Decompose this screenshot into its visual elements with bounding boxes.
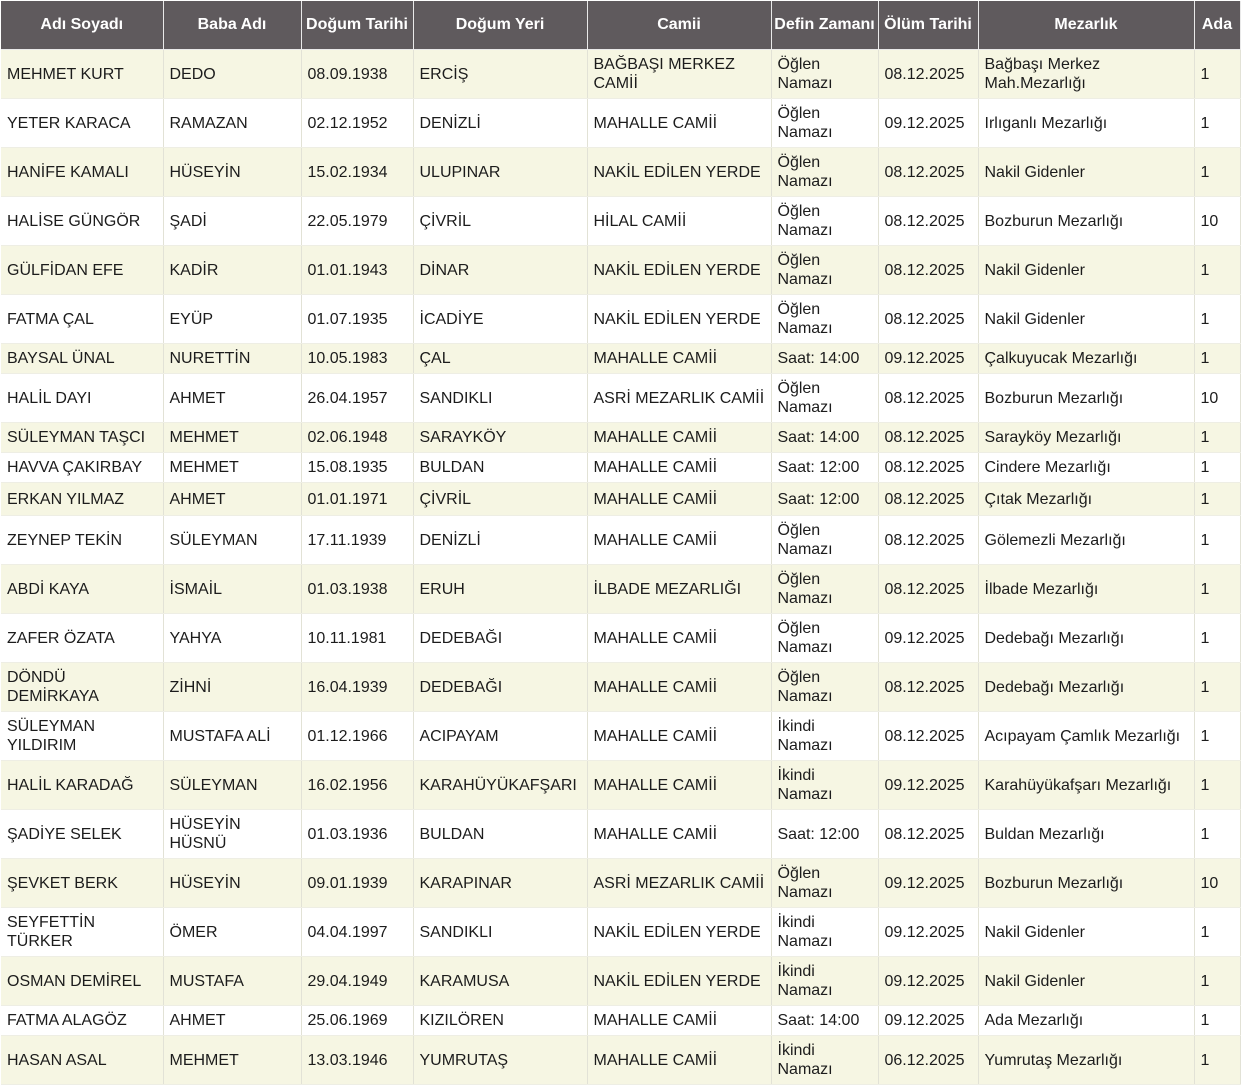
cell-father: MUSTAFA ALİ bbox=[163, 712, 301, 761]
cell-father: AHMET bbox=[163, 483, 301, 516]
cell-birth-place: DENİZLİ bbox=[413, 516, 587, 565]
cell-block: 10 bbox=[1194, 859, 1240, 908]
cell-father: AHMET bbox=[163, 1006, 301, 1036]
cell-father: SÜLEYMAN bbox=[163, 761, 301, 810]
cell-name: HALİSE GÜNGÖR bbox=[1, 197, 163, 246]
cell-death-date: 09.12.2025 bbox=[878, 859, 978, 908]
cell-name: ABDİ KAYA bbox=[1, 565, 163, 614]
cell-birth-place: YUMRUTAŞ bbox=[413, 1036, 587, 1085]
column-header-birth-place[interactable]: Doğum Yeri bbox=[413, 1, 587, 50]
cell-father: EYÜP bbox=[163, 295, 301, 344]
cell-name: ERKAN YILMAZ bbox=[1, 483, 163, 516]
cell-birth-place: ÇİVRİL bbox=[413, 197, 587, 246]
cell-mosque: MAHALLE CAMİİ bbox=[587, 344, 771, 374]
cell-block: 1 bbox=[1194, 246, 1240, 295]
cell-burial-time: Saat: 12:00 bbox=[771, 453, 878, 483]
cell-burial-time: Öğlen Namazı bbox=[771, 246, 878, 295]
cell-cemetery: Sarayköy Mezarlığı bbox=[978, 423, 1194, 453]
cell-birth-date: 13.03.1946 bbox=[301, 1036, 413, 1085]
column-header-father[interactable]: Baba Adı bbox=[163, 1, 301, 50]
table-row bbox=[1, 295, 1240, 344]
cell-mosque: BAĞBAŞI MERKEZ CAMİİ bbox=[587, 50, 771, 99]
column-header-block[interactable]: Ada bbox=[1194, 1, 1240, 50]
cell-name: HANİFE KAMALI bbox=[1, 148, 163, 197]
column-header-mosque[interactable]: Camii bbox=[587, 1, 771, 50]
cell-birth-date: 15.02.1934 bbox=[301, 148, 413, 197]
cell-cemetery: Irlıganlı Mezarlığı bbox=[978, 99, 1194, 148]
table-row bbox=[1, 483, 1240, 516]
table-row bbox=[1, 50, 1240, 99]
cell-birth-place: ERCİŞ bbox=[413, 50, 587, 99]
cell-death-date: 08.12.2025 bbox=[878, 663, 978, 712]
cell-name: FATMA ÇAL bbox=[1, 295, 163, 344]
cell-birth-date: 08.09.1938 bbox=[301, 50, 413, 99]
cell-death-date: 08.12.2025 bbox=[878, 483, 978, 516]
cell-cemetery: İlbade Mezarlığı bbox=[978, 565, 1194, 614]
cell-name: HALİL DAYI bbox=[1, 374, 163, 423]
cell-name: HASAN ASAL bbox=[1, 1036, 163, 1085]
table-row bbox=[1, 374, 1240, 423]
table-row bbox=[1, 565, 1240, 614]
cell-name: BAYSAL ÜNAL bbox=[1, 344, 163, 374]
cell-burial-time: Saat: 14:00 bbox=[771, 1006, 878, 1036]
cell-birth-place: SANDIKLI bbox=[413, 908, 587, 957]
cell-burial-time: Saat: 12:00 bbox=[771, 810, 878, 859]
cell-father: SÜLEYMAN bbox=[163, 516, 301, 565]
cell-birth-date: 16.02.1956 bbox=[301, 761, 413, 810]
cell-name: MEHMET KURT bbox=[1, 50, 163, 99]
cell-mosque: NAKİL EDİLEN YERDE bbox=[587, 908, 771, 957]
cell-mosque: MAHALLE CAMİİ bbox=[587, 712, 771, 761]
cell-burial-time: Öğlen Namazı bbox=[771, 859, 878, 908]
column-header-burial-time[interactable]: Defin Zamanı bbox=[771, 1, 878, 50]
cell-father: HÜSEYİN bbox=[163, 148, 301, 197]
table-row bbox=[1, 1036, 1240, 1085]
cell-father: İSMAİL bbox=[163, 565, 301, 614]
cell-burial-time: Öğlen Namazı bbox=[771, 516, 878, 565]
cell-burial-time: Öğlen Namazı bbox=[771, 148, 878, 197]
cell-cemetery: Bağbaşı Merkez Mah.Mezarlığı bbox=[978, 50, 1194, 99]
cell-father: DEDO bbox=[163, 50, 301, 99]
cell-birth-place: DEDEBAĞI bbox=[413, 663, 587, 712]
cell-name: GÜLFİDAN EFE bbox=[1, 246, 163, 295]
cell-death-date: 09.12.2025 bbox=[878, 614, 978, 663]
cell-mosque: MAHALLE CAMİİ bbox=[587, 810, 771, 859]
table-row bbox=[1, 197, 1240, 246]
cell-name: ŞADİYE SELEK bbox=[1, 810, 163, 859]
cell-father: HÜSEYİN HÜSNÜ bbox=[163, 810, 301, 859]
cell-birth-place: BULDAN bbox=[413, 810, 587, 859]
cell-death-date: 06.12.2025 bbox=[878, 1036, 978, 1085]
cell-father: RAMAZAN bbox=[163, 99, 301, 148]
cell-birth-date: 17.11.1939 bbox=[301, 516, 413, 565]
table-row bbox=[1, 908, 1240, 957]
cell-block: 1 bbox=[1194, 712, 1240, 761]
cell-birth-date: 01.12.1966 bbox=[301, 712, 413, 761]
column-header-name[interactable]: Adı Soyadı bbox=[1, 1, 163, 50]
cell-name: YETER KARACA bbox=[1, 99, 163, 148]
cell-burial-time: Öğlen Namazı bbox=[771, 614, 878, 663]
cell-birth-place: ERUH bbox=[413, 565, 587, 614]
cell-mosque: MAHALLE CAMİİ bbox=[587, 423, 771, 453]
cell-block: 1 bbox=[1194, 810, 1240, 859]
cell-mosque: NAKİL EDİLEN YERDE bbox=[587, 148, 771, 197]
cell-birth-date: 01.01.1943 bbox=[301, 246, 413, 295]
cell-burial-time: İkindi Namazı bbox=[771, 957, 878, 1006]
cell-block: 1 bbox=[1194, 344, 1240, 374]
cell-mosque: MAHALLE CAMİİ bbox=[587, 516, 771, 565]
cell-burial-time: Öğlen Namazı bbox=[771, 565, 878, 614]
cell-cemetery: Nakil Gidenler bbox=[978, 957, 1194, 1006]
cell-birth-date: 09.01.1939 bbox=[301, 859, 413, 908]
cell-block: 1 bbox=[1194, 99, 1240, 148]
cell-burial-time: İkindi Namazı bbox=[771, 712, 878, 761]
table-row bbox=[1, 246, 1240, 295]
cell-block: 1 bbox=[1194, 423, 1240, 453]
cell-name: FATMA ALAGÖZ bbox=[1, 1006, 163, 1036]
cell-mosque: MAHALLE CAMİİ bbox=[587, 761, 771, 810]
cell-name: OSMAN DEMİREL bbox=[1, 957, 163, 1006]
cell-mosque: İLBADE MEZARLIĞI bbox=[587, 565, 771, 614]
cell-birth-date: 01.03.1938 bbox=[301, 565, 413, 614]
cell-birth-date: 10.05.1983 bbox=[301, 344, 413, 374]
cell-name: SÜLEYMAN YILDIRIM bbox=[1, 712, 163, 761]
cell-death-date: 09.12.2025 bbox=[878, 1006, 978, 1036]
cell-death-date: 08.12.2025 bbox=[878, 197, 978, 246]
cell-name: ŞEVKET BERK bbox=[1, 859, 163, 908]
cell-block: 1 bbox=[1194, 453, 1240, 483]
column-header-death-date[interactable]: Ölüm Tarihi bbox=[878, 1, 978, 50]
cell-father: MEHMET bbox=[163, 423, 301, 453]
table-row bbox=[1, 810, 1240, 859]
cell-birth-place: BULDAN bbox=[413, 453, 587, 483]
cell-name: HALİL KARADAĞ bbox=[1, 761, 163, 810]
table-row bbox=[1, 614, 1240, 663]
cell-mosque: NAKİL EDİLEN YERDE bbox=[587, 957, 771, 1006]
cell-birth-date: 04.04.1997 bbox=[301, 908, 413, 957]
cell-block: 1 bbox=[1194, 565, 1240, 614]
cell-mosque: NAKİL EDİLEN YERDE bbox=[587, 246, 771, 295]
cell-cemetery: Acıpayam Çamlık Mezarlığı bbox=[978, 712, 1194, 761]
cell-birth-place: SANDIKLI bbox=[413, 374, 587, 423]
cell-birth-date: 26.04.1957 bbox=[301, 374, 413, 423]
cell-death-date: 08.12.2025 bbox=[878, 453, 978, 483]
cell-burial-time: Saat: 12:00 bbox=[771, 483, 878, 516]
table-row bbox=[1, 423, 1240, 453]
cell-birth-date: 02.12.1952 bbox=[301, 99, 413, 148]
cell-mosque: HİLAL CAMİİ bbox=[587, 197, 771, 246]
cell-death-date: 09.12.2025 bbox=[878, 908, 978, 957]
cell-birth-place: KARAHÜYÜKAFŞARI bbox=[413, 761, 587, 810]
cell-father: HÜSEYİN bbox=[163, 859, 301, 908]
cell-mosque: MAHALLE CAMİİ bbox=[587, 1006, 771, 1036]
cell-birth-place: ACIPAYAM bbox=[413, 712, 587, 761]
cell-name: ZAFER ÖZATA bbox=[1, 614, 163, 663]
cell-cemetery: Nakil Gidenler bbox=[978, 246, 1194, 295]
cell-block: 1 bbox=[1194, 483, 1240, 516]
cell-death-date: 08.12.2025 bbox=[878, 50, 978, 99]
cell-death-date: 08.12.2025 bbox=[878, 246, 978, 295]
cell-death-date: 08.12.2025 bbox=[878, 423, 978, 453]
table-body bbox=[1, 50, 1240, 1085]
cell-birth-date: 02.06.1948 bbox=[301, 423, 413, 453]
cell-mosque: MAHALLE CAMİİ bbox=[587, 483, 771, 516]
cell-cemetery: Nakil Gidenler bbox=[978, 295, 1194, 344]
cell-burial-time: Öğlen Namazı bbox=[771, 50, 878, 99]
cell-death-date: 08.12.2025 bbox=[878, 295, 978, 344]
cell-father: ŞADİ bbox=[163, 197, 301, 246]
cell-mosque: MAHALLE CAMİİ bbox=[587, 1036, 771, 1085]
cell-father: KADİR bbox=[163, 246, 301, 295]
cell-cemetery: Ada Mezarlığı bbox=[978, 1006, 1194, 1036]
cell-cemetery: Buldan Mezarlığı bbox=[978, 810, 1194, 859]
cell-name: DÖNDÜ DEMİRKAYA bbox=[1, 663, 163, 712]
table-row bbox=[1, 712, 1240, 761]
cell-cemetery: Cindere Mezarlığı bbox=[978, 453, 1194, 483]
cell-block: 1 bbox=[1194, 761, 1240, 810]
cell-cemetery: Dedebağı Mezarlığı bbox=[978, 663, 1194, 712]
cell-birth-place: KARAMUSA bbox=[413, 957, 587, 1006]
cell-father: ÖMER bbox=[163, 908, 301, 957]
cell-mosque: MAHALLE CAMİİ bbox=[587, 614, 771, 663]
cell-death-date: 08.12.2025 bbox=[878, 565, 978, 614]
cell-cemetery: Nakil Gidenler bbox=[978, 148, 1194, 197]
cell-father: YAHYA bbox=[163, 614, 301, 663]
cell-father: ZİHNİ bbox=[163, 663, 301, 712]
cell-death-date: 08.12.2025 bbox=[878, 374, 978, 423]
cell-birth-place: ULUPINAR bbox=[413, 148, 587, 197]
cell-mosque: MAHALLE CAMİİ bbox=[587, 663, 771, 712]
cell-mosque: NAKİL EDİLEN YERDE bbox=[587, 295, 771, 344]
cell-mosque: ASRİ MEZARLIK CAMİİ bbox=[587, 859, 771, 908]
table-row bbox=[1, 99, 1240, 148]
cell-birth-date: 01.07.1935 bbox=[301, 295, 413, 344]
cell-death-date: 09.12.2025 bbox=[878, 957, 978, 1006]
table-row bbox=[1, 1006, 1240, 1036]
cell-birth-place: KIZILÖREN bbox=[413, 1006, 587, 1036]
cell-father: NURETTİN bbox=[163, 344, 301, 374]
cell-mosque: MAHALLE CAMİİ bbox=[587, 453, 771, 483]
cell-mosque: ASRİ MEZARLIK CAMİİ bbox=[587, 374, 771, 423]
cell-father: MUSTAFA bbox=[163, 957, 301, 1006]
cell-burial-time: Öğlen Namazı bbox=[771, 374, 878, 423]
cell-father: MEHMET bbox=[163, 453, 301, 483]
cell-block: 10 bbox=[1194, 197, 1240, 246]
cell-death-date: 08.12.2025 bbox=[878, 810, 978, 859]
cell-death-date: 08.12.2025 bbox=[878, 712, 978, 761]
cell-death-date: 08.12.2025 bbox=[878, 148, 978, 197]
table-row bbox=[1, 453, 1240, 483]
cell-birth-place: İCADİYE bbox=[413, 295, 587, 344]
table-row bbox=[1, 344, 1240, 374]
cell-birth-place: DİNAR bbox=[413, 246, 587, 295]
cell-birth-place: SARAYKÖY bbox=[413, 423, 587, 453]
cell-name: SEYFETTİN TÜRKER bbox=[1, 908, 163, 957]
cell-birth-date: 25.06.1969 bbox=[301, 1006, 413, 1036]
cell-birth-date: 22.05.1979 bbox=[301, 197, 413, 246]
cell-block: 1 bbox=[1194, 1006, 1240, 1036]
cell-name: ZEYNEP TEKİN bbox=[1, 516, 163, 565]
cell-block: 1 bbox=[1194, 295, 1240, 344]
cell-cemetery: Gölemezli Mezarlığı bbox=[978, 516, 1194, 565]
cell-burial-time: İkindi Namazı bbox=[771, 761, 878, 810]
cell-cemetery: Yumrutaş Mezarlığı bbox=[978, 1036, 1194, 1085]
cell-block: 1 bbox=[1194, 663, 1240, 712]
cell-burial-time: Saat: 14:00 bbox=[771, 344, 878, 374]
cell-burial-time: İkindi Namazı bbox=[771, 908, 878, 957]
cell-block: 1 bbox=[1194, 50, 1240, 99]
cell-mosque: MAHALLE CAMİİ bbox=[587, 99, 771, 148]
cell-cemetery: Karahüyükafşarı Mezarlığı bbox=[978, 761, 1194, 810]
column-header-birth-date[interactable]: Doğum Tarihi bbox=[301, 1, 413, 50]
cell-block: 1 bbox=[1194, 516, 1240, 565]
table-row bbox=[1, 859, 1240, 908]
cell-block: 1 bbox=[1194, 957, 1240, 1006]
cell-cemetery: Nakil Gidenler bbox=[978, 908, 1194, 957]
table-row bbox=[1, 957, 1240, 1006]
cell-birth-date: 01.01.1971 bbox=[301, 483, 413, 516]
table-row bbox=[1, 516, 1240, 565]
cell-burial-time: İkindi Namazı bbox=[771, 1036, 878, 1085]
cell-burial-time: Öğlen Namazı bbox=[771, 99, 878, 148]
cell-name: HAVVA ÇAKIRBAY bbox=[1, 453, 163, 483]
cell-birth-place: DENİZLİ bbox=[413, 99, 587, 148]
cell-cemetery: Dedebağı Mezarlığı bbox=[978, 614, 1194, 663]
column-header-cemetery[interactable]: Mezarlık bbox=[978, 1, 1194, 50]
cell-cemetery: Çalkuyucak Mezarlığı bbox=[978, 344, 1194, 374]
cell-birth-date: 10.11.1981 bbox=[301, 614, 413, 663]
cell-death-date: 08.12.2025 bbox=[878, 516, 978, 565]
cell-birth-place: ÇİVRİL bbox=[413, 483, 587, 516]
table-row bbox=[1, 148, 1240, 197]
cell-block: 1 bbox=[1194, 1036, 1240, 1085]
cell-birth-date: 29.04.1949 bbox=[301, 957, 413, 1006]
cell-block: 10 bbox=[1194, 374, 1240, 423]
cell-birth-date: 16.04.1939 bbox=[301, 663, 413, 712]
cell-burial-time: Öğlen Namazı bbox=[771, 295, 878, 344]
cell-cemetery: Çıtak Mezarlığı bbox=[978, 483, 1194, 516]
cell-death-date: 09.12.2025 bbox=[878, 344, 978, 374]
cell-father: AHMET bbox=[163, 374, 301, 423]
cell-block: 1 bbox=[1194, 614, 1240, 663]
cell-name: SÜLEYMAN TAŞCI bbox=[1, 423, 163, 453]
table-header bbox=[1, 1, 1240, 50]
cell-father: MEHMET bbox=[163, 1036, 301, 1085]
cell-cemetery: Bozburun Mezarlığı bbox=[978, 374, 1194, 423]
table-row bbox=[1, 663, 1240, 712]
cell-cemetery: Bozburun Mezarlığı bbox=[978, 859, 1194, 908]
cell-birth-place: KARAPINAR bbox=[413, 859, 587, 908]
cell-block: 1 bbox=[1194, 908, 1240, 957]
cell-burial-time: Saat: 14:00 bbox=[771, 423, 878, 453]
cell-birth-place: DEDEBAĞI bbox=[413, 614, 587, 663]
cell-birth-date: 01.03.1936 bbox=[301, 810, 413, 859]
cell-burial-time: Öğlen Namazı bbox=[771, 197, 878, 246]
cell-birth-place: ÇAL bbox=[413, 344, 587, 374]
cell-cemetery: Bozburun Mezarlığı bbox=[978, 197, 1194, 246]
cell-block: 1 bbox=[1194, 148, 1240, 197]
cell-birth-date: 15.08.1935 bbox=[301, 453, 413, 483]
header-row bbox=[1, 1, 1240, 50]
cell-death-date: 09.12.2025 bbox=[878, 761, 978, 810]
funeral-table bbox=[1, 1, 1241, 1085]
table-row bbox=[1, 761, 1240, 810]
cell-burial-time: Öğlen Namazı bbox=[771, 663, 878, 712]
cell-death-date: 09.12.2025 bbox=[878, 99, 978, 148]
